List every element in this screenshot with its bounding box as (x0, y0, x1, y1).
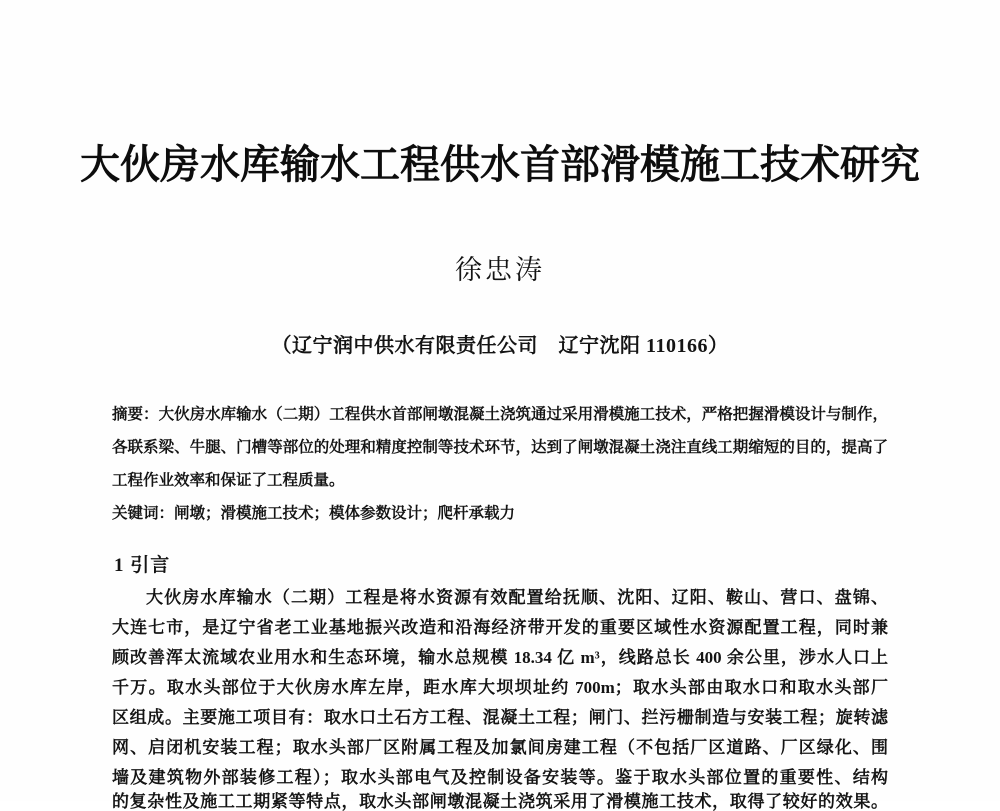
abstract-label: 摘要： (112, 406, 159, 423)
affiliation: （辽宁润中供水有限责任公司 辽宁沈阳 110166） (271, 335, 729, 357)
abstract-text: 大伙房水库输水（二期）工程供水首部闸墩混凝土浇筑通过采用滑模施工技术，严格把握滑模设计与制作， (158, 406, 888, 423)
body-paragraph (112, 583, 888, 810)
text-line: 墙及建筑物外部装修工程）；取水头部电气及控制设备安装等。鉴于取水头部位置的重要性、结构 (112, 768, 888, 787)
abstract-line: 工程作业效率和保证了工程质量。 (112, 472, 345, 489)
keywords-line (112, 497, 888, 530)
section-heading-introduction: 1 引言 (114, 555, 171, 576)
text-line: 的复杂性及施工工期紧等特点，取水头部闸墩混凝土浇筑采用了滑模施工技术，取得了较好的效果。 (112, 792, 888, 811)
text-line: 网、启闭机安装工程；取水头部厂区附属工程及加氯间房建工程（不包括厂区道路、厂区绿化、围 (112, 738, 888, 757)
text-line: 大伙房水库输水（二期）工程是将水资源有效配置给抚顺、沈阳、辽阳、鞍山、营口、盘锦、 (146, 588, 888, 607)
page-title: 大伙房水库输水工程供水首部滑模施工技术研究 (80, 143, 920, 187)
abstract-line: 各联系梁、牛腿、门槽等部位的处理和精度控制等技术环节，达到了闸墩混凝土浇注直线工期缩短的目的，提高了 (112, 439, 888, 456)
text-line: 千万。取水头部位于大伙房水库左岸，距水库大坝坝址约 700m；取水头部由取水口和取水头部厂 (112, 678, 888, 697)
abstract-line (112, 398, 888, 431)
author-name: 徐忠涛 (455, 255, 545, 285)
text-line: 顾改善浑太流域农业用水和生态环境，输水总规模 18.34 亿 m³，线路总长 400 余公里，涉水人口上 (112, 648, 888, 667)
text-line: 区组成。主要施工项目有：取水口土石方工程、混凝土工程；闸门、拦污栅制造与安装工程；旋转滤 (112, 708, 888, 727)
text-line: 大连七市，是辽宁省老工业基地振兴改造和沿海经济带开发的重要区域性水资源配置工程，同时兼 (112, 618, 888, 637)
keywords-text: 闸墩；滑模施工技术；模体参数设计；爬杆承载力 (174, 505, 516, 522)
abstract-block (112, 398, 888, 530)
keywords-label: 关键词： (112, 505, 175, 522)
